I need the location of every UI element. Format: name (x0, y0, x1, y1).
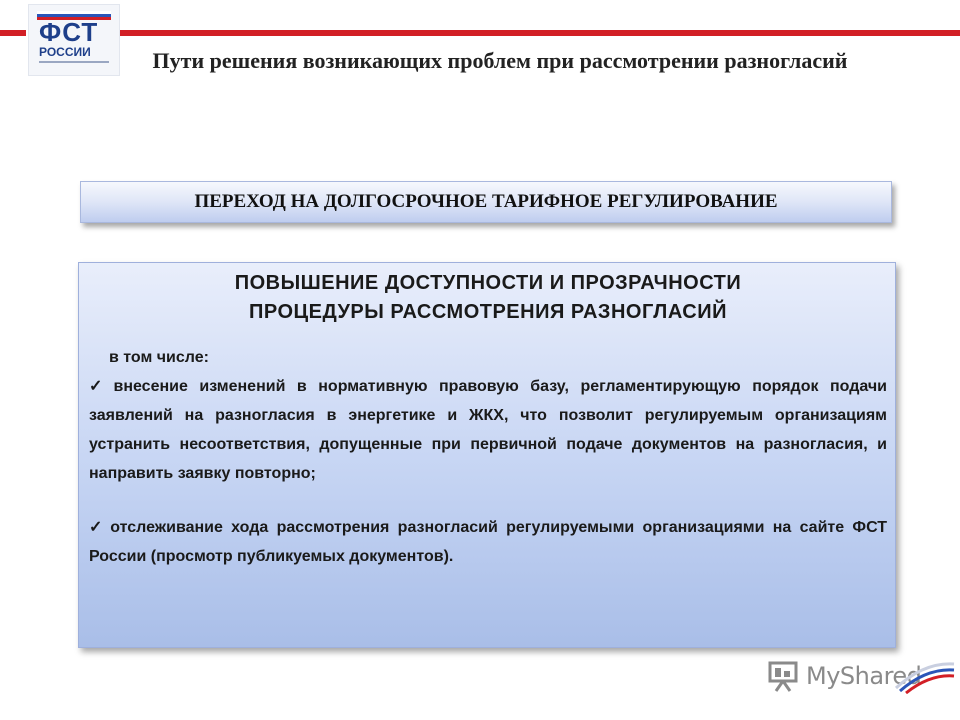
header-red-bar-left (0, 30, 26, 36)
swoosh-icon (894, 658, 956, 694)
banner-text: ПЕРЕХОД НА ДОЛГОСРОЧНОЕ ТАРИФНОЕ РЕГУЛИРОВАНИЕ (194, 191, 778, 212)
banner-box (80, 181, 892, 223)
myshared-watermark (766, 656, 956, 696)
box-heading-line1: ПОВЫШЕНИЕ ДОСТУПНОСТИ И ПРОЗРАЧНОСТИ (234, 272, 742, 294)
fst-logo (28, 4, 120, 76)
list-item-text: отслеживание хода рассмотрения разногласий регулируемыми организациями на сайте ФСТ России (просмотр публикуемых документов). (89, 519, 888, 565)
checkmark-icon: ✓ (89, 519, 107, 536)
watermark-text: MyShared (806, 662, 922, 690)
list-item-text: внесение изменений в нормативную правовую базу, регламентирующую порядок подачи заявлений на разногласия в энергетике и ЖКХ, что позволит регулируемым организациям устранить несоответствия, допущенные при первичной подаче документов на разногласия, и направить заявку повторно; (89, 378, 888, 482)
logo-line1: ФСТ (39, 17, 99, 47)
intro-text: в том числе: (109, 349, 209, 366)
box-heading-line2: ПРОЦЕДУРЫ РАССМОТРЕНИЯ РАЗНОГЛАСИЙ (249, 301, 727, 323)
checkmark-icon: ✓ (89, 378, 110, 395)
logo-line2: РОССИИ (39, 45, 91, 59)
content-box (78, 262, 896, 648)
list-item (89, 513, 887, 571)
logo-subtitle-bar (39, 61, 109, 63)
presentation-icon (766, 659, 800, 693)
header-red-bar (120, 30, 960, 36)
list-item (89, 372, 887, 488)
page-title: Пути решения возникающих проблем при рассмотрении разногласий (152, 48, 848, 73)
